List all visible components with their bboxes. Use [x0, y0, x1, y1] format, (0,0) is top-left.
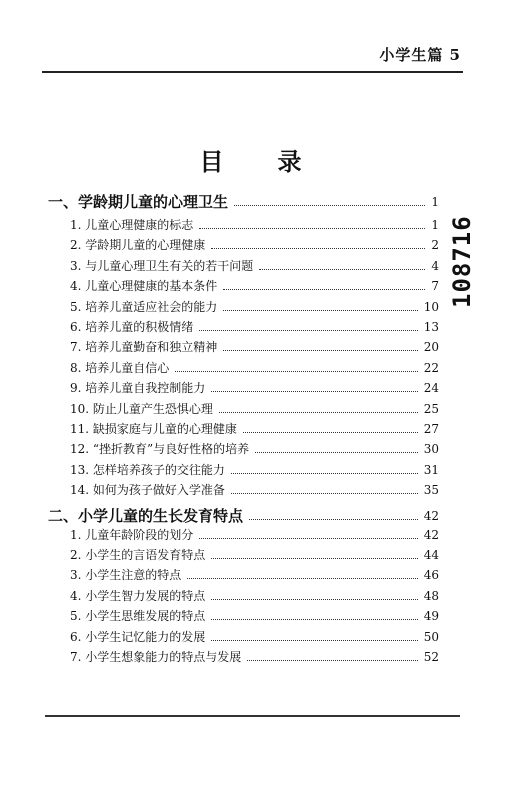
toc-dot-leader — [255, 452, 418, 453]
toc-page-number: 44 — [423, 548, 439, 562]
toc-page-number: 42 — [423, 508, 439, 523]
toc-entry — [0, 462, 505, 482]
toc-page-number: 35 — [423, 483, 439, 498]
toc-entry — [0, 401, 505, 421]
toc-dot-leader — [219, 412, 418, 413]
toc-entry-label: 4. 儿童心理健康的基本条件 — [70, 279, 218, 294]
toc-dot-leader — [199, 330, 418, 331]
header-title: 小学生篇 5 — [379, 46, 461, 64]
toc-entry — [0, 547, 505, 567]
toc-dot-leader — [211, 619, 418, 620]
toc-entry — [0, 360, 505, 380]
toc-dot-leader — [175, 371, 418, 372]
toc-entry-label: 13. 怎样培养孩子的交往能力 — [70, 462, 225, 477]
toc-dot-leader — [231, 493, 418, 494]
toc-dot-leader — [249, 519, 418, 520]
toc-page-number: 52 — [423, 650, 439, 664]
toc-entry — [0, 339, 505, 359]
toc-section-label: 一、学龄期儿童的心理卫生 — [48, 193, 229, 211]
toc-entry — [0, 278, 505, 298]
toc-dot-leader — [199, 228, 425, 229]
toc-page-number: 30 — [423, 442, 439, 457]
toc-page-number: 46 — [423, 568, 439, 583]
toc-dot-leader — [234, 205, 425, 206]
toc-dot-leader — [211, 248, 425, 249]
toc-page-number: 48 — [423, 588, 439, 603]
toc-dot-leader — [247, 660, 418, 661]
toc-entry — [0, 482, 505, 502]
toc-entry — [0, 237, 505, 257]
toc-entry-label: 5. 小学生思维发展的特点 — [70, 609, 206, 624]
toc-entry-label: 2. 学龄期儿童的心理健康 — [70, 238, 206, 253]
header-rule — [42, 71, 463, 73]
toc-entry-label: 3. 与儿童心理卫生有关的若干问题 — [70, 258, 254, 273]
toc-page-number: 1 — [431, 195, 439, 209]
toc-page-number: 20 — [423, 340, 439, 355]
toc-entry-label: 6. 培养儿童的积极情绪 — [70, 320, 194, 334]
toc-entry — [0, 649, 505, 669]
toc-page-number: 1 — [431, 218, 439, 232]
toc-entry — [0, 588, 505, 608]
toc-entry-label: 3. 小学生注意的特点 — [70, 568, 182, 583]
toc-page-number: 27 — [423, 422, 439, 436]
toc-page-number: 24 — [423, 381, 439, 396]
toc-dot-leader — [211, 640, 418, 641]
toc-page-number: 13 — [423, 320, 439, 334]
toc-entry-label: 5. 培养儿童适应社会的能力 — [70, 299, 218, 314]
toc-dot-leader — [231, 473, 418, 474]
toc-page-number: 10 — [423, 299, 439, 314]
toc-page-number: 49 — [423, 609, 439, 624]
toc-dot-leader — [211, 558, 418, 559]
toc-page-number: 2 — [431, 238, 439, 253]
library-stamp-number: 108716 — [448, 215, 476, 308]
toc-dot-leader — [211, 599, 418, 600]
toc-dot-leader — [211, 391, 418, 392]
toc-page-number: 42 — [423, 527, 439, 542]
toc-entry-label: 12. “挫折教育”与良好性格的培养 — [70, 442, 250, 457]
toc-page-number: 31 — [423, 462, 439, 477]
toc-dot-leader — [223, 350, 418, 351]
toc-entry-label: 6. 小学生记忆能力的发展 — [70, 629, 206, 644]
toc-section — [0, 507, 505, 527]
toc-entry-label: 9. 培养儿童自我控制能力 — [70, 381, 206, 396]
toc-entry — [0, 380, 505, 400]
toc-title: 目录 — [199, 147, 356, 176]
toc-page-number: 7 — [431, 279, 439, 294]
toc-dot-leader — [199, 538, 418, 539]
toc-entry-label: 1. 儿童年龄阶段的划分 — [70, 527, 194, 542]
toc-dot-leader — [259, 269, 425, 270]
toc-page-number: 4 — [431, 258, 439, 273]
toc-dot-leader — [187, 578, 418, 579]
toc-dot-leader — [223, 289, 425, 290]
toc-entry-label: 1. 儿童心理健康的标志 — [70, 218, 194, 232]
toc-page-number: 25 — [423, 401, 439, 416]
toc-dot-leader — [243, 432, 418, 433]
toc-entry-label: 11. 缺损家庭与儿童的心理健康 — [70, 422, 237, 436]
toc-dot-leader — [223, 310, 418, 311]
toc-entry-label: 8. 培养儿童自信心 — [70, 360, 170, 375]
toc-entry-label: 14. 如何为孩子做好入学准备 — [70, 483, 225, 498]
toc-entry-label: 10. 防止儿童产生恐惧心理 — [70, 401, 213, 416]
toc-section-label: 二、小学儿童的生长发育特点 — [48, 506, 244, 525]
toc-entry — [0, 441, 505, 461]
toc-entry — [0, 217, 505, 237]
toc-entry-label: 2. 小学生的言语发育特点 — [70, 548, 206, 562]
toc-page-number: 22 — [423, 360, 439, 375]
toc-entry — [0, 319, 505, 339]
running-header — [0, 44, 505, 70]
toc-entry-label: 7. 小学生想象能力的特点与发展 — [70, 650, 242, 664]
toc-entry-label: 7. 培养儿童勤奋和独立精神 — [70, 340, 218, 355]
toc-entry — [0, 258, 505, 278]
toc-entry-label: 4. 小学生智力发展的特点 — [70, 588, 206, 603]
toc-entry — [0, 567, 505, 587]
footer-rule — [45, 715, 460, 717]
toc-entry — [0, 629, 505, 649]
toc-entry — [0, 421, 505, 441]
toc-page-number: 50 — [423, 629, 439, 644]
toc-entry — [0, 299, 505, 319]
toc-entry — [0, 527, 505, 547]
toc-section — [0, 193, 505, 213]
toc-entry — [0, 608, 505, 628]
